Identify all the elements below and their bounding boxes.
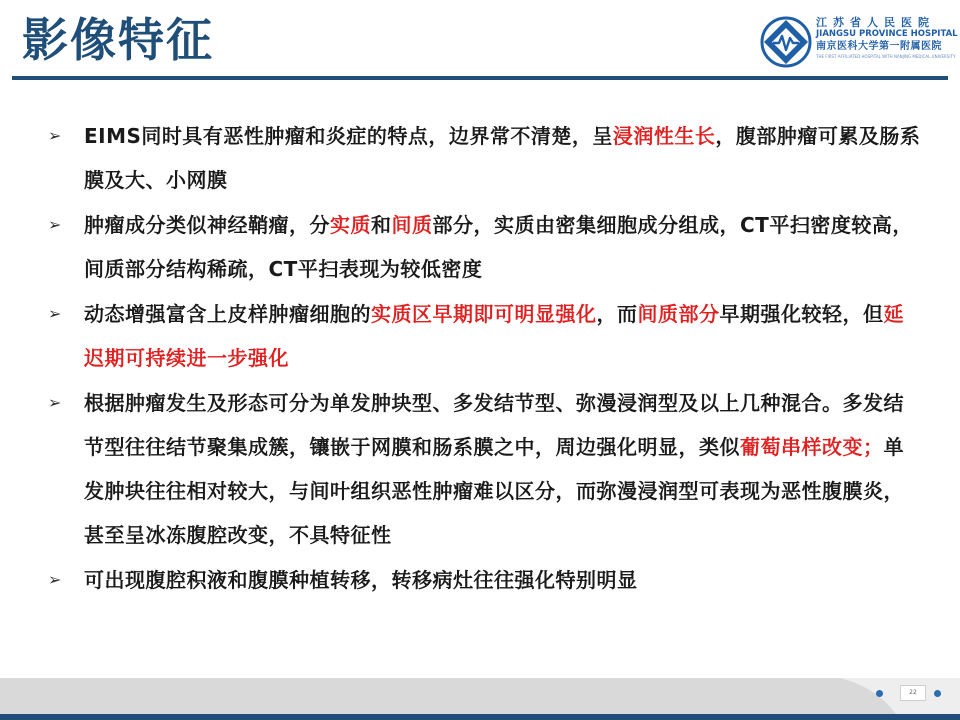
bullet-item	[44, 292, 924, 380]
logo-name-cn: 江苏省人民医院	[816, 16, 935, 29]
logo-affiliation-en: THE FIRST AFFILIATED HOSPITAL WITH NANJING MEDICAL UNIVERSITY	[816, 54, 956, 59]
bullet-text: 早期强化较轻，但	[719, 302, 884, 326]
bullet-arrow-icon: ➢	[48, 570, 62, 589]
bullet-arrow-icon: ➢	[48, 126, 62, 145]
logo-name-en: JIANGSU PROVINCE HOSPITAL	[816, 29, 958, 39]
bullet-text: 可出现腹腔积液和腹膜种植转移，转移病灶往往强化特别明显	[84, 568, 638, 592]
page-number: 22	[900, 685, 926, 701]
highlighted-text: 实质区早期即可明显强化	[371, 302, 597, 326]
bullet-text: ，而	[596, 302, 638, 326]
footer-dot-icon	[876, 690, 883, 697]
bullet-text: 和	[371, 213, 392, 237]
bullet-list	[44, 114, 924, 603]
bullet-text: 部分，实质由密集细胞成分组成，CT平扫密度较高，间质部分结构稀疏，CT平扫表现为较低密度	[84, 213, 913, 281]
bullet-text: ，腹部肿瘤可累及肠系膜及大、小网膜	[84, 124, 921, 192]
logo-affiliation-cn: 南京医科大学第一附属医院	[816, 41, 942, 52]
bullet-item	[44, 381, 924, 557]
bullet-text: 根据肿瘤发生及形态可分为单发肿块型、多发结节型、弥漫浸润型及以上几种混合。多发结节型往往结节聚集成簇，镶嵌于网膜和肠系膜之中，周边强化明显，类似	[84, 391, 904, 459]
highlighted-text: 间质部分	[637, 302, 720, 326]
hospital-logo	[760, 14, 958, 70]
bullet-item	[44, 558, 924, 602]
bullet-text: 单发肿块往往相对较大，与间叶组织恶性肿瘤难以区分，而弥漫浸润型可表现为恶性腹膜炎，甚至呈冰冻腹腔改变，不具特征性	[84, 435, 904, 547]
highlighted-text: 延迟期可持续进一步强化	[84, 302, 904, 370]
bullet-text: 肿瘤成分类似神经鞘瘤，分	[84, 213, 330, 237]
hospital-emblem-icon	[760, 16, 812, 68]
bullet-arrow-icon: ➢	[48, 215, 62, 234]
highlighted-text: 浸润性生长	[612, 124, 716, 148]
title-divider	[12, 76, 948, 80]
footer-dot-icon	[934, 690, 941, 697]
bullet-text: 动态增强富含上皮样肿瘤细胞的	[84, 302, 371, 326]
highlighted-text: 实质	[330, 213, 371, 237]
highlighted-text: 间质	[391, 213, 433, 237]
highlighted-text: 葡萄串样改变；	[740, 435, 884, 459]
bullet-text: EIMS同时具有恶性肿瘤和炎症的特点，边界常不清楚，呈	[84, 124, 613, 148]
bullet-item	[44, 203, 924, 291]
bullet-item	[44, 114, 924, 202]
bullet-arrow-icon: ➢	[48, 304, 62, 323]
bullet-arrow-icon: ➢	[48, 393, 62, 412]
footer-strip	[0, 714, 960, 720]
slide-title: 影像特征	[22, 13, 214, 67]
